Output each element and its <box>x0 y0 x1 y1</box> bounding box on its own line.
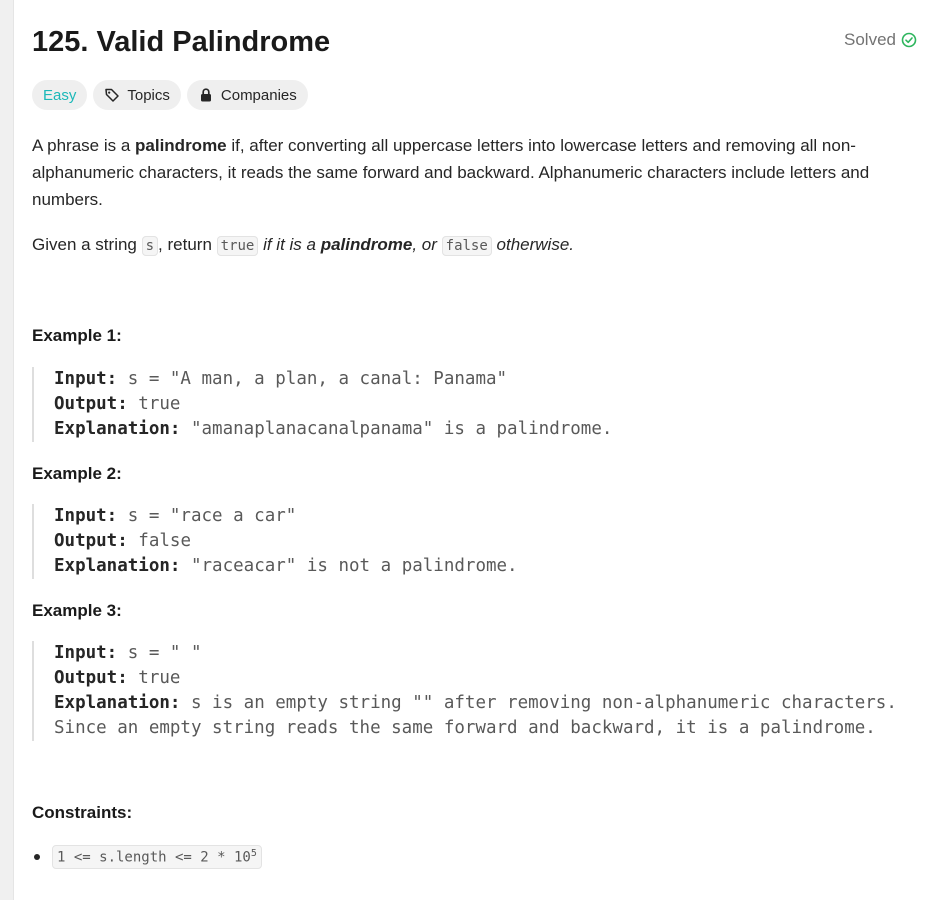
constraint-code: 1 <= s.length <= $2 * 10^5$ <box>52 845 262 869</box>
example-title: Example 1: <box>32 326 122 345</box>
inline-code: true <box>217 236 259 256</box>
panel-divider <box>0 0 14 900</box>
constraint-item <box>32 845 917 869</box>
constraints-title: Constraints: <box>32 803 133 822</box>
companies-button[interactable] <box>187 80 308 110</box>
problem-title[interactable]: 125. Valid Palindrome <box>32 26 331 58</box>
problem-statement <box>32 132 917 260</box>
tag-icon <box>104 87 120 103</box>
example-1 <box>32 326 917 442</box>
example-code-block: Input: s = " " Output: true Explanation: s is an empty string "" after removing non-alphanumeric characters. Since an empty string reads the same forward and backward, it is a palindrome. <box>32 641 917 741</box>
lock-icon <box>198 87 214 103</box>
companies-label: Companies <box>220 86 297 104</box>
bullet <box>34 854 40 860</box>
example-title: Example 2: <box>32 464 122 483</box>
title-row <box>32 22 917 66</box>
solved-status <box>844 30 917 50</box>
problem-description-panel <box>32 22 917 869</box>
tag-row <box>32 80 917 110</box>
difficulty-badge[interactable]: Easy <box>32 80 87 110</box>
check-circle-icon <box>901 32 917 48</box>
constraints-section <box>32 803 917 869</box>
example-code-block: Input: s = "A man, a plan, a canal: Panama" Output: true Explanation: "amanaplanacanalpanama" is a palindrome. <box>32 367 917 442</box>
inline-code: s <box>142 236 158 256</box>
statement-paragraph-2: Given a string s , return true if it is a palindrome, or false otherwise. <box>32 235 574 254</box>
topics-label: Topics <box>127 86 170 104</box>
example-2 <box>32 464 917 579</box>
topics-button[interactable] <box>93 80 181 110</box>
inline-code: false <box>442 236 492 256</box>
statement-paragraph-1: A phrase is a palindrome if, after converting all uppercase letters into lowercase letters and removing all non-alphanumeric characters, it reads the same forward and backward. Alphanumeric characters include letters and numbers. <box>32 136 870 209</box>
example-code-block: Input: s = "race a car" Output: false Explanation: "raceacar" is not a palindrome. <box>32 504 917 579</box>
solved-label: Solved <box>844 30 896 49</box>
example-3 <box>32 601 917 741</box>
example-title: Example 3: <box>32 601 122 620</box>
